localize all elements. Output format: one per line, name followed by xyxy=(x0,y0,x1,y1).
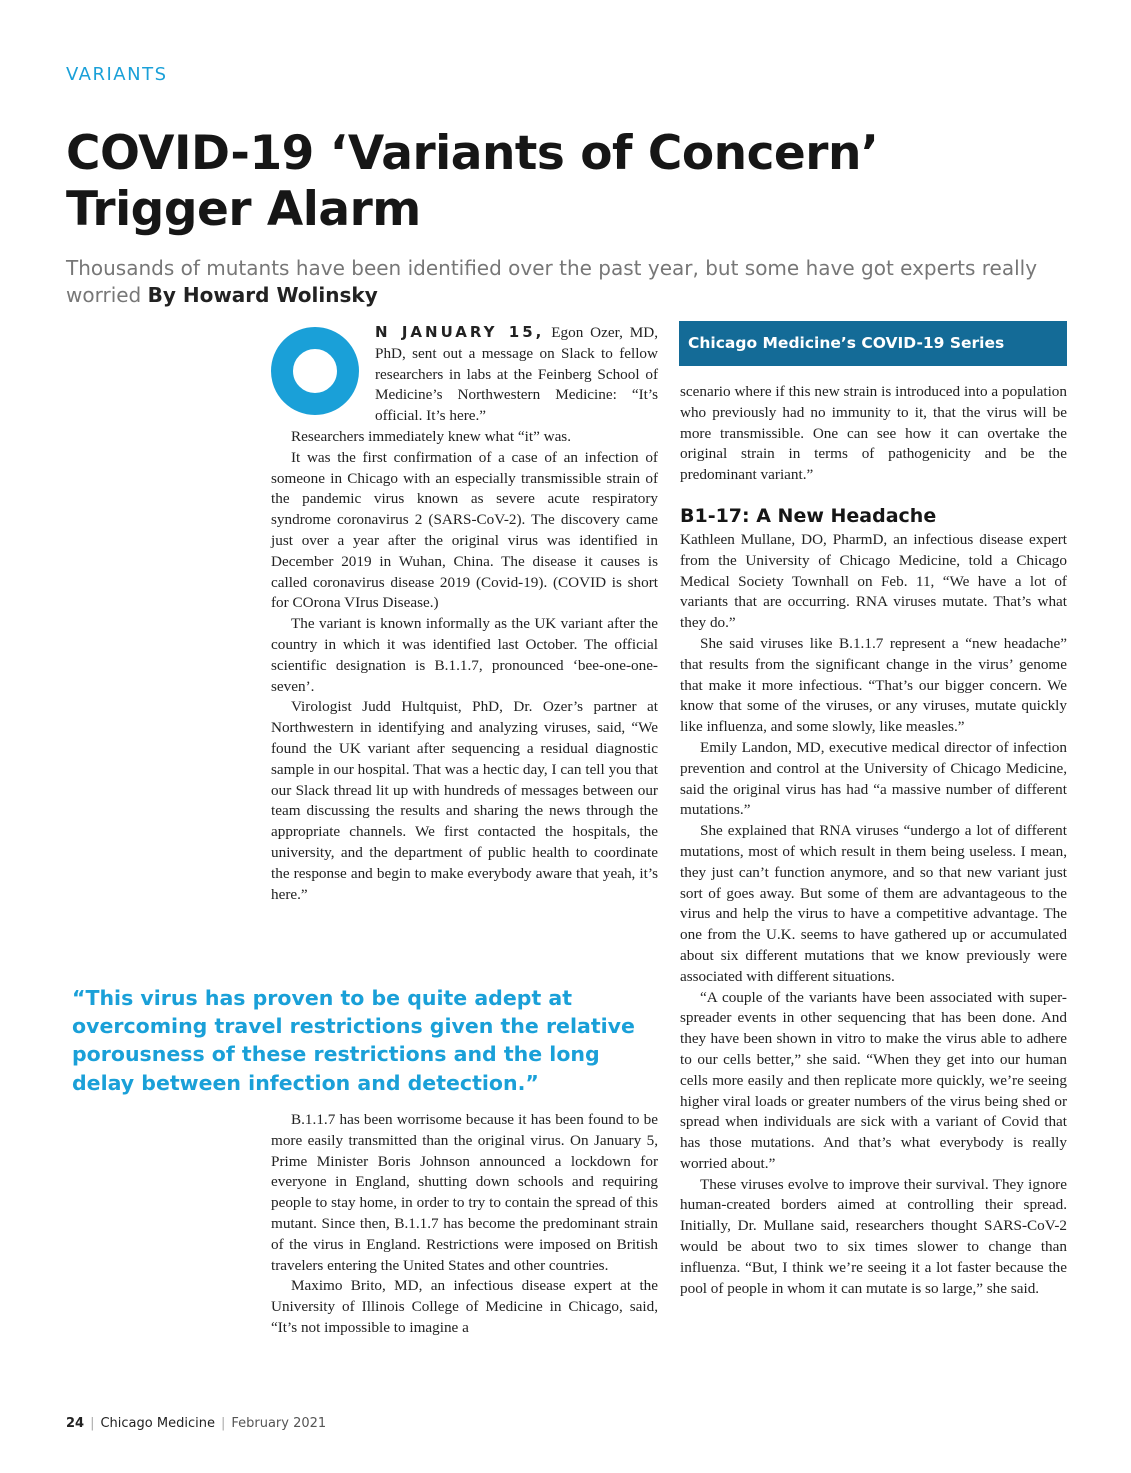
article-paragraph: Kathleen Mullane, DO, PharmD, an infectious disease expert from the University of Chicago Medicine, told a Chicago Medical Society Townhall on Feb. 11, “We have a lot of variants that are occurring. RNA viruses mutate. That’s what they do.” xyxy=(680,530,1067,632)
article-paragraph: These viruses evolve to improve their survival. They ignore human-created borders aimed at controlling their spread. Initially, Dr. Mullane said, researchers thought SARS-CoV-2 would be about two to six times slower to change than influenza. “But, I think we’re seeing it a lot faster because the pool of people in whom it can mutate is so large,” she said. xyxy=(680,1175,1067,1297)
section-kicker: VARIANTS xyxy=(66,64,168,85)
covid-series-banner: Chicago Medicine’s COVID-19 Series xyxy=(679,321,1067,366)
article-paragraph: Virologist Judd Hultquist, PhD, Dr. Ozer’s partner at Northwestern in identifying and analyzing viruses, said, “We found the UK variant after sequencing a residual diagnostic sample in our hospital. That was a hectic day, I can tell you that our Slack thread lit up with hundreds of messages between our team discussing the results and sharing the news through the appropriate channels. We first contacted the hospitals, the university, and the department of public health to coordinate the response and begin to make everybody aware that yeah, it’s here.” xyxy=(271,698,658,903)
article-paragraph: She said viruses like B.1.1.7 represent a “new headache” that results from the significant change in the virus’ genome that make it more infectious. “That’s our bigger concern. We know that some of the viruses, or any viruses, mutate quickly like influenza, and some slowly, like measles.” xyxy=(680,634,1067,736)
article-headline: COVID-19 ‘Variants of Concern’ Trigger Alarm xyxy=(66,126,879,237)
article-paragraph: “A couple of the variants have been associated with super-spreader events in other sequencing that has been done. And they have been shown in vitro to make the virus able to adhere to our cells better,” she said. “When they get into our human cells more easily and then replicate more quickly, we’re seeing higher viral loads or greater numbers of the virus being shed or spread when individuals are sick with a variant of Covid that has those mutations. And that’s what everybody is really worried about.” xyxy=(680,988,1067,1172)
publication-name: Chicago Medicine xyxy=(100,1416,215,1431)
issue-date: February 2021 xyxy=(231,1416,327,1431)
page-footer xyxy=(66,1416,326,1431)
byline: By Howard Wolinsky xyxy=(147,283,378,307)
dek-text: Thousands of mutants have been identified over the past year, but some have got experts really worried xyxy=(66,256,1038,307)
article-paragraph xyxy=(271,322,658,427)
article-paragraph: B.1.1.7 has been worrisome because it has been found to be more easily transmitted than the original virus. On January 5, Prime Minister Boris Johnson announced a lockdown for everyone in England, shutting down schools and requiring people to stay home, in order to try to contain the spread of this mutant. Since then, B.1.1.7 has become the predominant strain of the virus in England. Restrictions were imposed on British travelers entering the United States and other countries. xyxy=(271,1111,658,1274)
article-paragraph: Researchers immediately knew what “it” was. xyxy=(291,427,572,445)
article-dek xyxy=(66,255,1076,309)
footer-separator: | xyxy=(220,1416,226,1431)
article-column-right xyxy=(680,382,1067,1299)
section-subhead: B1-17: A New Headache xyxy=(680,504,937,527)
article-paragraph: The variant is known informally as the UK variant after the country in which it was identified last October. The official scientific designation is B.1.1.7, pronounced ‘bee-one-one-seven’. xyxy=(271,615,658,695)
drop-cap-o xyxy=(271,327,359,415)
lead-in-caps: N JANUARY 15, xyxy=(375,323,545,341)
article-paragraph: It was the first confirmation of a case of an infection of someone in Chicago with an especially transmissible strain of the pandemic virus known as severe acute respiratory syndrome coronavirus 2 (SARS-CoV-2). The discovery came just over a year after the original virus was identified in December 2019 in Wuhan, China. The disease it causes is called coronavirus disease 2019 (Covid-19). (COVID is short for COrona VIrus Disease.) xyxy=(271,448,658,612)
page-number: 24 xyxy=(66,1416,85,1431)
article-column-middle-top xyxy=(271,322,658,905)
footer-separator: | xyxy=(90,1416,95,1431)
article-paragraph: scenario where if this new strain is introduced into a population who previously had no immunity to it, that the virus will be more transmissible. One can see how it can overtake the original strain in terms of pathogenicity and be the predominant variant.” xyxy=(680,383,1067,484)
article-paragraph: She explained that RNA viruses “undergo a lot of different mutations, most of which result in them being useless. I mean, they just can’t function anymore, and so that new variant just sort of goes away. But some of them are advantageous to the virus and help the virus to have a competitive advantage. The one from the U.K. seems to have gathered up or accumulated about six different mutations that we know previously were associated with different situations. xyxy=(680,822,1067,985)
article-column-middle-bottom xyxy=(271,1110,658,1339)
lead-paragraph-text: Egon Ozer, MD, PhD, sent out a message on Slack to fellow researchers in labs at the Feinberg School of Medicine’s Northwestern Medicine: “It’s official. It’s here.” xyxy=(375,324,658,425)
pull-quote: “This virus has proven to be quite adept at overcoming travel restrictions given the relative porousness of these restrictions and the long delay between infection and detection.” xyxy=(72,986,635,1095)
article-paragraph: Emily Landon, MD, executive medical director of infection prevention and control at the University of Chicago Medicine, said the original virus has had “a massive number of different mutations.” xyxy=(680,738,1067,819)
article-paragraph: Maximo Brito, MD, an infectious disease expert at the University of Illinois College of Medicine in Chicago, said, “It’s not impossible to imagine a xyxy=(271,1277,658,1336)
